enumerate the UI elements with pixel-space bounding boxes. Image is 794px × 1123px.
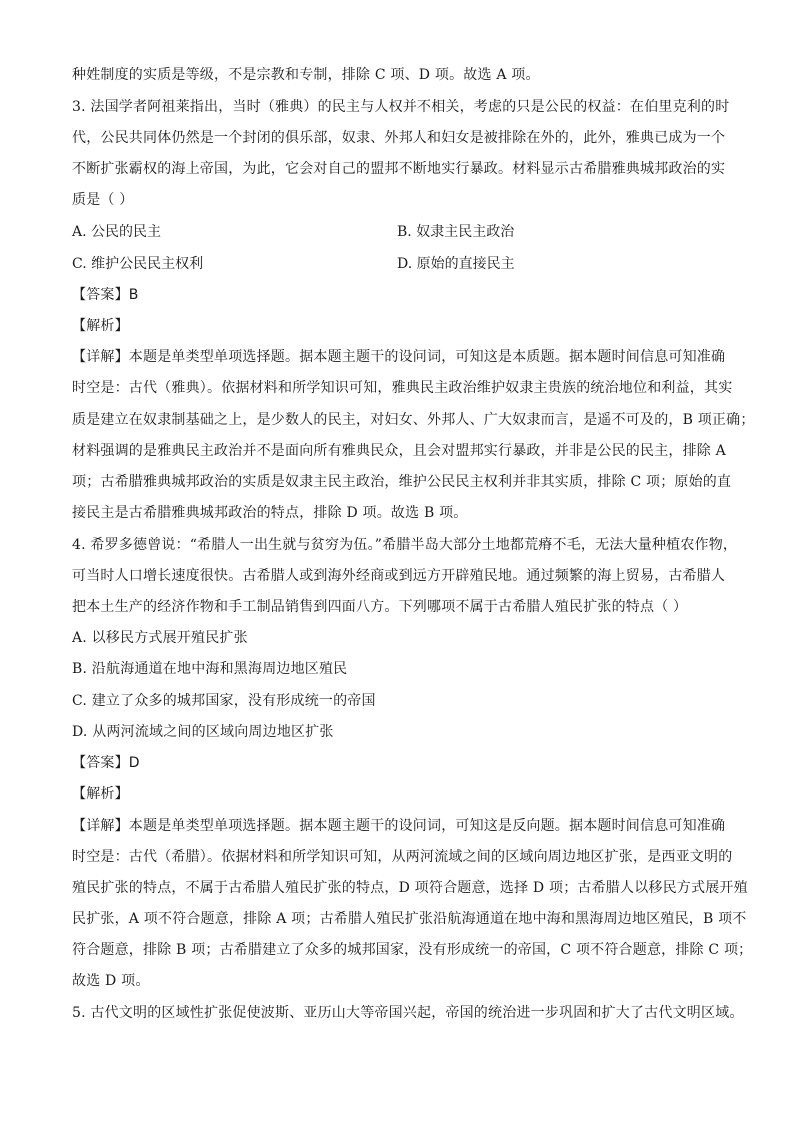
carryover-line: 种姓制度的实质是等级，不是宗教和专制，排除 C 项、D 项。故选 A 项。 bbox=[72, 67, 540, 83]
q3-option-d: D. 原始的直接民主 bbox=[397, 256, 515, 272]
q3-stem-line-1: 3. 法国学者阿祖莱指出，当时（雅典）的民主与人权并不相关，考虑的只是公民的权益：在伯里克利的时 bbox=[72, 99, 730, 115]
q4-stem-line-1: 4. 希罗多德曾说：“希腊人一出生就与贫穷为伍。”希腊半岛大部分土地都荒瘠不毛，无法大量种植农作物， bbox=[72, 537, 738, 553]
q3-analysis-line-6: 接民主是古希腊雅典城邦政治的特点，排除 D 项。故选 B 项。 bbox=[72, 505, 468, 521]
q3-analysis-line-4: 材料强调的是雅典民主政治并不是面向所有雅典民众，且会对盟邦实行暴政，并非是公民的民主，排除 A bbox=[72, 443, 726, 459]
q3-stem-line-3: 不断扩张霸权的海上帝国，为此，它会对自己的盟邦不断地实行暴政。材料显示古希腊雅典城邦政治的实 bbox=[72, 161, 726, 177]
q4-stem-line-2: 可当时人口增长速度很快。古希腊人或到海外经商或到远方开辟殖民地。通过频繁的海上贸易，古希腊人 bbox=[72, 568, 726, 584]
q3-option-a: A. 公民的民主 bbox=[72, 224, 162, 240]
q3-analysis-line-1: 【详解】本题是单类型单项选择题。据本题主题干的设问词，可知这是本质题。据本题时间信息可知准确 bbox=[72, 349, 726, 365]
q4-option-c: C. 建立了众多的城邦国家，没有形成统一的帝国 bbox=[72, 693, 376, 709]
q4-answer: 【答案】D bbox=[72, 755, 140, 771]
q4-analysis-line-1: 【详解】本题是单类型单项选择题。据本题主题干的设问词，可知这是反向题。据本题时间信息可知准确 bbox=[72, 818, 726, 834]
q4-analysis-label: 【解析】 bbox=[72, 786, 129, 802]
q3-analysis-line-5: 项；古希腊雅典城邦政治的实质是奴隶主民主政治，维护公民民主权利并非其实质，排除 C 项；原始的直 bbox=[72, 474, 732, 490]
q3-analysis-line-3: 质是建立在奴隶制基础之上，是少数人的民主，对妇女、外邦人、广大奴隶而言，是遥不可及的，B 项正确； bbox=[72, 412, 755, 428]
q4-analysis-line-6: 故选 D 项。 bbox=[72, 973, 150, 989]
q4-analysis-line-3: 殖民扩张的特点，不属于古希腊人殖民扩张的特点，D 项符合题意，选择 D 项；古希腊人以移民方式展开殖 bbox=[72, 880, 748, 896]
q3-analysis-label: 【解析】 bbox=[72, 318, 129, 334]
q3-analysis-line-2: 时空是：古代（雅典）。依据材料和所学知识可知，雅典民主政治维护奴隶主贵族的统治地位和利益，其实 bbox=[72, 380, 733, 396]
q5-stem-line-1: 5. 古代文明的区域性扩张促使波斯、亚历山大等帝国兴起，帝国的统治进一步巩固和扩大了古代文明区域。 bbox=[72, 1005, 744, 1021]
q4-option-d: D. 从两河流域之间的区域向周边地区扩张 bbox=[72, 724, 334, 740]
q3-option-c: C. 维护公民民主权利 bbox=[72, 256, 204, 272]
q4-analysis-line-4: 民扩张，A 项不符合题意，排除 A 项；古希腊人殖民扩张沿航海通道在地中海和黑海周边地区殖民，B 项不 bbox=[72, 911, 747, 927]
q3-stem-line-2: 代，公民共同体仍然是一个封闭的俱乐部，奴隶、外邦人和妇女是被排除在外的，此外，雅典已成为一个 bbox=[72, 130, 726, 146]
q4-option-a: A. 以移民方式展开殖民扩张 bbox=[72, 630, 248, 646]
q4-analysis-line-2: 时空是：古代（希腊）。依据材料和所学知识可知，从两河流域之间的区域向周边地区扩张，是西亚文明的 bbox=[72, 849, 733, 865]
q3-answer: 【答案】B bbox=[72, 287, 139, 303]
q4-analysis-line-5: 符合题意，排除 B 项；古希腊建立了众多的城邦国家，没有形成统一的帝国，C 项不符合题意，排除 C 项； bbox=[72, 942, 753, 958]
q4-option-b: B. 沿航海通道在地中海和黑海周边地区殖民 bbox=[72, 661, 348, 677]
q3-stem-line-4: 质是（ ） bbox=[72, 192, 134, 208]
q4-stem-line-3: 把本土生产的经济作物和手工制品销售到四面八方。下列哪项不属于古希腊人殖民扩张的特点（ ） bbox=[72, 599, 688, 615]
q3-option-b: B. 奴隶主民主政治 bbox=[397, 224, 515, 240]
